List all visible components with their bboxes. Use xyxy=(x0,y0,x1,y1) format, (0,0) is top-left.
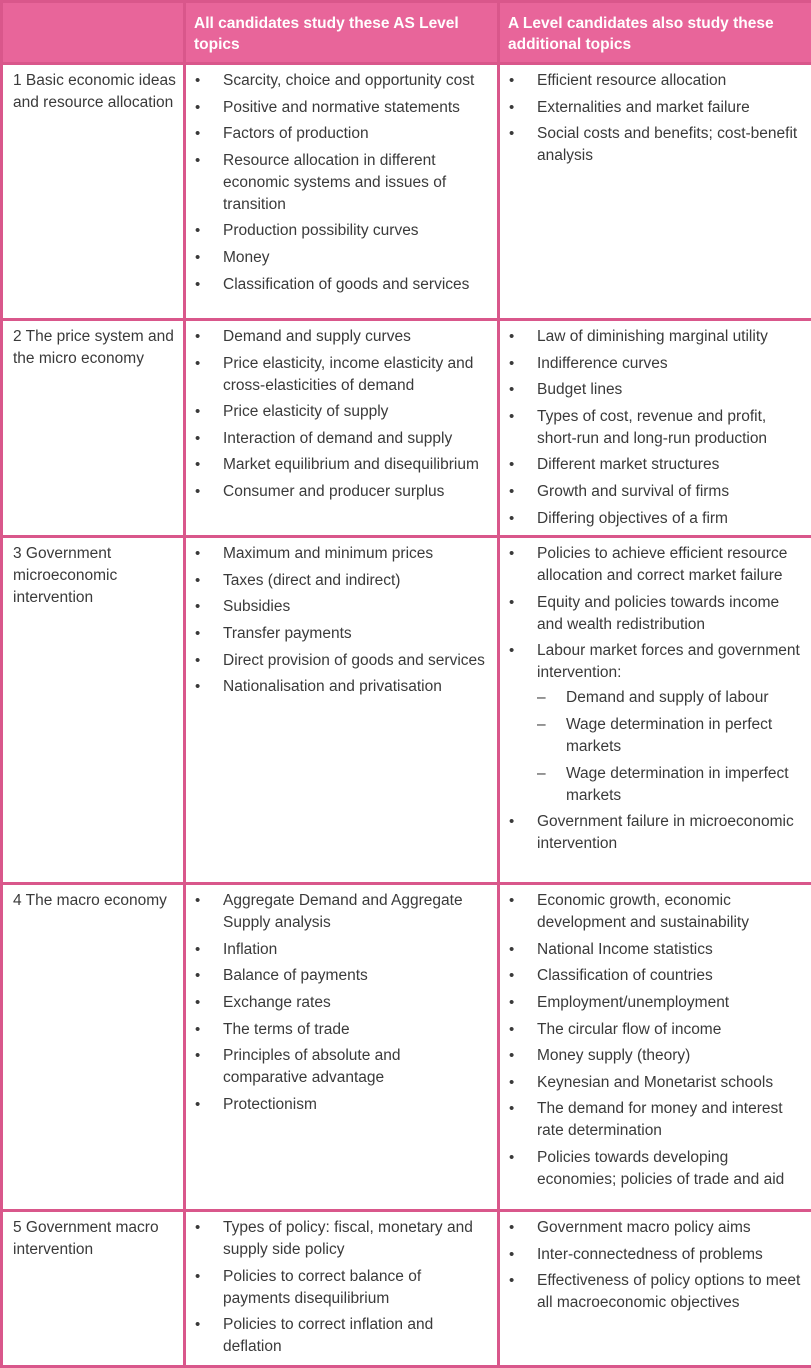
as-topic-list xyxy=(194,890,489,1116)
a-topic-item xyxy=(508,1045,803,1067)
a-topic-text: Budget lines xyxy=(537,381,622,398)
a-topic-text: The circular flow of income xyxy=(537,1021,721,1038)
a-level-topics xyxy=(499,537,811,884)
a-topic-item xyxy=(508,1270,803,1314)
a-topic-text: National Income statistics xyxy=(537,941,713,958)
a-topic-text: Money supply (theory) xyxy=(537,1047,690,1064)
as-topic-item: • Protectionism xyxy=(194,1094,489,1116)
a-topic-text: Government macro policy aims xyxy=(537,1219,751,1236)
a-topic-item xyxy=(508,353,803,375)
as-topic-list xyxy=(194,326,489,503)
a-topic-item xyxy=(508,379,803,401)
a-topic-item xyxy=(508,326,803,348)
a-level-topics xyxy=(499,320,811,537)
as-topic-item: • Policies to correct balance of payments disequilibrium xyxy=(194,1266,489,1310)
a-topic-item xyxy=(508,890,803,934)
a-subtopic-item: – Wage determination in perfect markets xyxy=(537,714,803,758)
a-topic-text: Differing objectives of a firm xyxy=(537,510,728,527)
a-topic-item xyxy=(508,992,803,1014)
topic-row xyxy=(2,64,811,320)
topic-title: 3 Government microeconomic intervention xyxy=(2,537,185,884)
a-topic-item xyxy=(508,592,803,636)
a-topic-item xyxy=(508,481,803,503)
a-topic-text: Inter-connectedness of problems xyxy=(537,1246,763,1263)
as-topic-list xyxy=(194,1217,489,1358)
topic-row xyxy=(2,1211,811,1367)
a-topic-text: Law of diminishing marginal utility xyxy=(537,328,768,345)
a-topic-item xyxy=(508,454,803,476)
as-topic-item: • Subsidies xyxy=(194,596,489,618)
a-topic-text: Types of cost, revenue and profit, short-run and long-run production xyxy=(537,408,767,447)
as-topic-item: • Aggregate Demand and Aggregate Supply analysis xyxy=(194,890,489,934)
a-subtopic-list xyxy=(537,687,803,806)
as-topic-item: • Price elasticity, income elasticity and cross-elasticities of demand xyxy=(194,353,489,397)
as-topic-item: • Policies to correct inflation and deflation xyxy=(194,1314,489,1358)
a-topic-item xyxy=(508,1072,803,1094)
a-topic-item xyxy=(508,1098,803,1142)
a-topic-list xyxy=(508,326,803,530)
a-topic-text: Employment/unemployment xyxy=(537,994,729,1011)
as-topic-item: • Taxes (direct and indirect) xyxy=(194,570,489,592)
a-topic-item xyxy=(508,965,803,987)
as-topic-item: • Consumer and producer surplus xyxy=(194,481,489,503)
a-topic-text: Keynesian and Monetarist schools xyxy=(537,1074,773,1091)
a-subtopic-item: – Demand and supply of labour xyxy=(537,687,803,709)
a-subtopic-item: – Wage determination in imperfect markets xyxy=(537,763,803,807)
as-level-topics xyxy=(185,64,499,320)
a-topic-item xyxy=(508,640,803,806)
header-a-level: A Level candidates also study these additional topics xyxy=(499,2,811,64)
as-topic-item: • Scarcity, choice and opportunity cost xyxy=(194,70,489,92)
a-topic-item xyxy=(508,1019,803,1041)
a-topic-text: Equity and policies towards income and wealth redistribution xyxy=(537,594,779,633)
a-topic-text: Government failure in microeconomic intervention xyxy=(537,813,794,852)
topic-title: 5 Government macro intervention xyxy=(2,1211,185,1367)
as-topic-item: • Demand and supply curves xyxy=(194,326,489,348)
a-level-topics xyxy=(499,64,811,320)
a-topic-item xyxy=(508,1217,803,1239)
a-topic-item xyxy=(508,70,803,92)
as-topic-item: • Interaction of demand and supply xyxy=(194,428,489,450)
a-level-topics xyxy=(499,884,811,1211)
a-topic-item xyxy=(508,939,803,961)
a-topic-item xyxy=(508,1147,803,1191)
as-topic-item: • Direct provision of goods and services xyxy=(194,650,489,672)
a-topic-text: Effectiveness of policy options to meet all macroeconomic objectives xyxy=(537,1272,800,1311)
a-topic-item xyxy=(508,543,803,587)
as-topic-item: • Balance of payments xyxy=(194,965,489,987)
as-topic-item: • Principles of absolute and comparative advantage xyxy=(194,1045,489,1089)
as-topic-list xyxy=(194,70,489,296)
topic-title: 2 The price system and the micro economy xyxy=(2,320,185,537)
a-topic-list xyxy=(508,70,803,167)
a-topic-item xyxy=(508,811,803,855)
a-topic-item xyxy=(508,1244,803,1266)
a-topic-item xyxy=(508,508,803,530)
as-level-topics xyxy=(185,884,499,1211)
a-topic-text: Policies towards developing economies; policies of trade and aid xyxy=(537,1149,784,1188)
a-topic-text: Different market structures xyxy=(537,456,719,473)
a-topic-text: Social costs and benefits; cost-benefit analysis xyxy=(537,125,797,164)
as-topic-item: • Money xyxy=(194,247,489,269)
a-topic-text: Efficient resource allocation xyxy=(537,72,726,89)
as-topic-item: • Exchange rates xyxy=(194,992,489,1014)
as-topic-item: • Classification of goods and services xyxy=(194,274,489,296)
topic-row xyxy=(2,320,811,537)
topic-row xyxy=(2,537,811,884)
as-topic-item: • Positive and normative statements xyxy=(194,97,489,119)
as-topic-item: • Production possibility curves xyxy=(194,220,489,242)
topic-row xyxy=(2,884,811,1211)
a-topic-text: Economic growth, economic development and sustainability xyxy=(537,892,749,931)
a-topic-list xyxy=(508,543,803,855)
as-topic-item: • Maximum and minimum prices xyxy=(194,543,489,565)
as-topic-list xyxy=(194,543,489,698)
header-row xyxy=(2,2,811,64)
as-topic-item: • Market equilibrium and disequilibrium xyxy=(194,454,489,476)
a-topic-text: Externalities and market failure xyxy=(537,99,750,116)
a-topic-list xyxy=(508,1217,803,1314)
a-topic-text: Labour market forces and government intervention: xyxy=(537,642,800,681)
a-topic-text: The demand for money and interest rate determination xyxy=(537,1100,783,1139)
as-topic-item: • Transfer payments xyxy=(194,623,489,645)
a-topic-item xyxy=(508,97,803,119)
a-topic-text: Classification of countries xyxy=(537,967,713,984)
as-topic-item: • Inflation xyxy=(194,939,489,961)
as-topic-item: • The terms of trade xyxy=(194,1019,489,1041)
as-topic-item: • Nationalisation and privatisation xyxy=(194,676,489,698)
topic-title: 4 The macro economy xyxy=(2,884,185,1211)
header-as-level: All candidates study these AS Level topics xyxy=(185,2,499,64)
a-topic-item xyxy=(508,406,803,450)
header-topic-cell xyxy=(2,2,185,64)
as-level-topics xyxy=(185,537,499,884)
a-topic-text: Growth and survival of firms xyxy=(537,483,729,500)
as-topic-item: • Factors of production xyxy=(194,123,489,145)
a-topic-list xyxy=(508,890,803,1191)
as-topic-item: • Resource allocation in different economic systems and issues of transition xyxy=(194,150,489,216)
a-level-topics xyxy=(499,1211,811,1367)
topic-title: 1 Basic economic ideas and resource allocation xyxy=(2,64,185,320)
a-topic-text: Indifference curves xyxy=(537,355,668,372)
as-level-topics xyxy=(185,1211,499,1367)
as-topic-item: • Types of policy: fiscal, monetary and supply side policy xyxy=(194,1217,489,1261)
a-topic-text: Policies to achieve efficient resource allocation and correct market failure xyxy=(537,545,787,584)
as-level-topics xyxy=(185,320,499,537)
as-topic-item: • Price elasticity of supply xyxy=(194,401,489,423)
a-topic-item xyxy=(508,123,803,167)
